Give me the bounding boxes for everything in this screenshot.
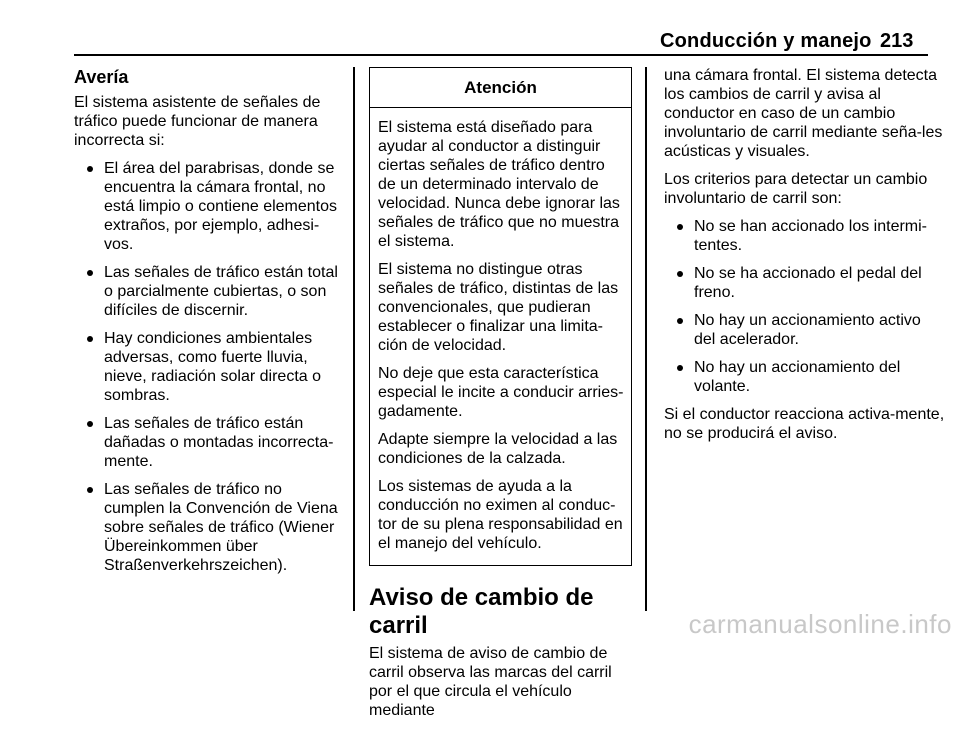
callout-body [370, 108, 631, 565]
callout-paragraph: Los sistemas de ayuda a la conducción no eximen al conduc-tor de su plena responsabilidad en el manejo del vehículo. [378, 478, 623, 552]
list-item: Las señales de tráfico están dañadas o montadas incorrecta-mente. [74, 414, 344, 471]
list-item: Las señales de tráfico están total o parcialmente cubiertas, o son difíciles de discernir. [74, 263, 344, 320]
bullet-icon [87, 270, 93, 276]
list-item: Las señales de tráfico no cumplen la Convención de Viena sobre señales de tráfico (Wiener Übereinkommen über Straßenverkehrszeichen). [74, 480, 344, 575]
criteria-bullet-list [664, 217, 946, 396]
callout-paragraph: No deje que esta característica especial le incite a conducir arries-gadamente. [378, 365, 624, 420]
bullet-icon [87, 487, 93, 493]
bullet-icon [677, 224, 683, 230]
closing-paragraph: Si el conductor reacciona activa-mente, no se producirá el aviso. [664, 406, 945, 442]
list-item: El área del parabrisas, donde se encuentra la cámara frontal, no está limpio o contiene elementos extraños, por ejemplo, adhesi-vos. [74, 159, 344, 254]
bullet-icon [677, 318, 683, 324]
averia-bullet-list [74, 159, 344, 575]
section-heading-averia: Avería [74, 67, 129, 87]
bullet-icon [87, 421, 93, 427]
callout-paragraph: Adapte siempre la velocidad a las condiciones de la calzada. [378, 431, 618, 467]
column-2 [369, 67, 632, 729]
list-item: No se han accionado los intermi-tentes. [664, 217, 946, 255]
callout-title: Atención [370, 68, 631, 108]
column-1 [74, 66, 344, 584]
bullet-icon [87, 166, 93, 172]
list-item: No hay un accionamiento activo del acelerador. [664, 311, 946, 349]
watermark-logo: carmanualsonline.info [688, 609, 952, 639]
criteria-intro: Los criterios para detectar un cambio involuntario de carril son: [664, 171, 928, 207]
column-divider-right [645, 67, 647, 611]
bullet-icon [677, 271, 683, 277]
header-divider [74, 54, 928, 56]
bullet-icon [677, 365, 683, 371]
lane-departure-paragraph: una cámara frontal. El sistema detecta los cambios de carril y avisa al conductor en caso de un cambio involuntario de carril mediante seña-les acústicas y visuales. [664, 67, 943, 160]
column-3 [664, 66, 946, 452]
page-header-title: Conducción y manejo [660, 30, 872, 52]
column-divider-left [353, 67, 355, 611]
callout-paragraph: El sistema no distingue otras señales de tráfico, distintas de las convencionales, que pudieran establecer o finalizar una limita-ción de velocidad. [378, 261, 619, 354]
list-item: Hay condiciones ambientales adversas, como fuerte lluvia, nieve, radiación solar directa o sombras. [74, 329, 344, 405]
bullet-icon [87, 336, 93, 342]
list-item: No se ha accionado el pedal del freno. [664, 264, 946, 302]
averia-intro: El sistema asistente de señales de tráfico puede funcionar de manera incorrecta si: [74, 94, 321, 149]
section-heading-lane-departure: Aviso de cambio de carril [369, 584, 594, 639]
list-item: No hay un accionamiento del volante. [664, 358, 946, 396]
callout-paragraph: El sistema está diseñado para ayudar al conductor a distinguir ciertas señales de tráfico dentro de un determinado intervalo de velocidad. Nunca debe ignorar las señales de tráfico que no muestra el sistema. [378, 119, 620, 250]
lane-departure-intro: El sistema de aviso de cambio de carril observa las marcas del carril por el que circula el vehículo mediante [369, 645, 612, 719]
page-number: 213 [880, 30, 914, 52]
attention-callout [369, 67, 632, 566]
